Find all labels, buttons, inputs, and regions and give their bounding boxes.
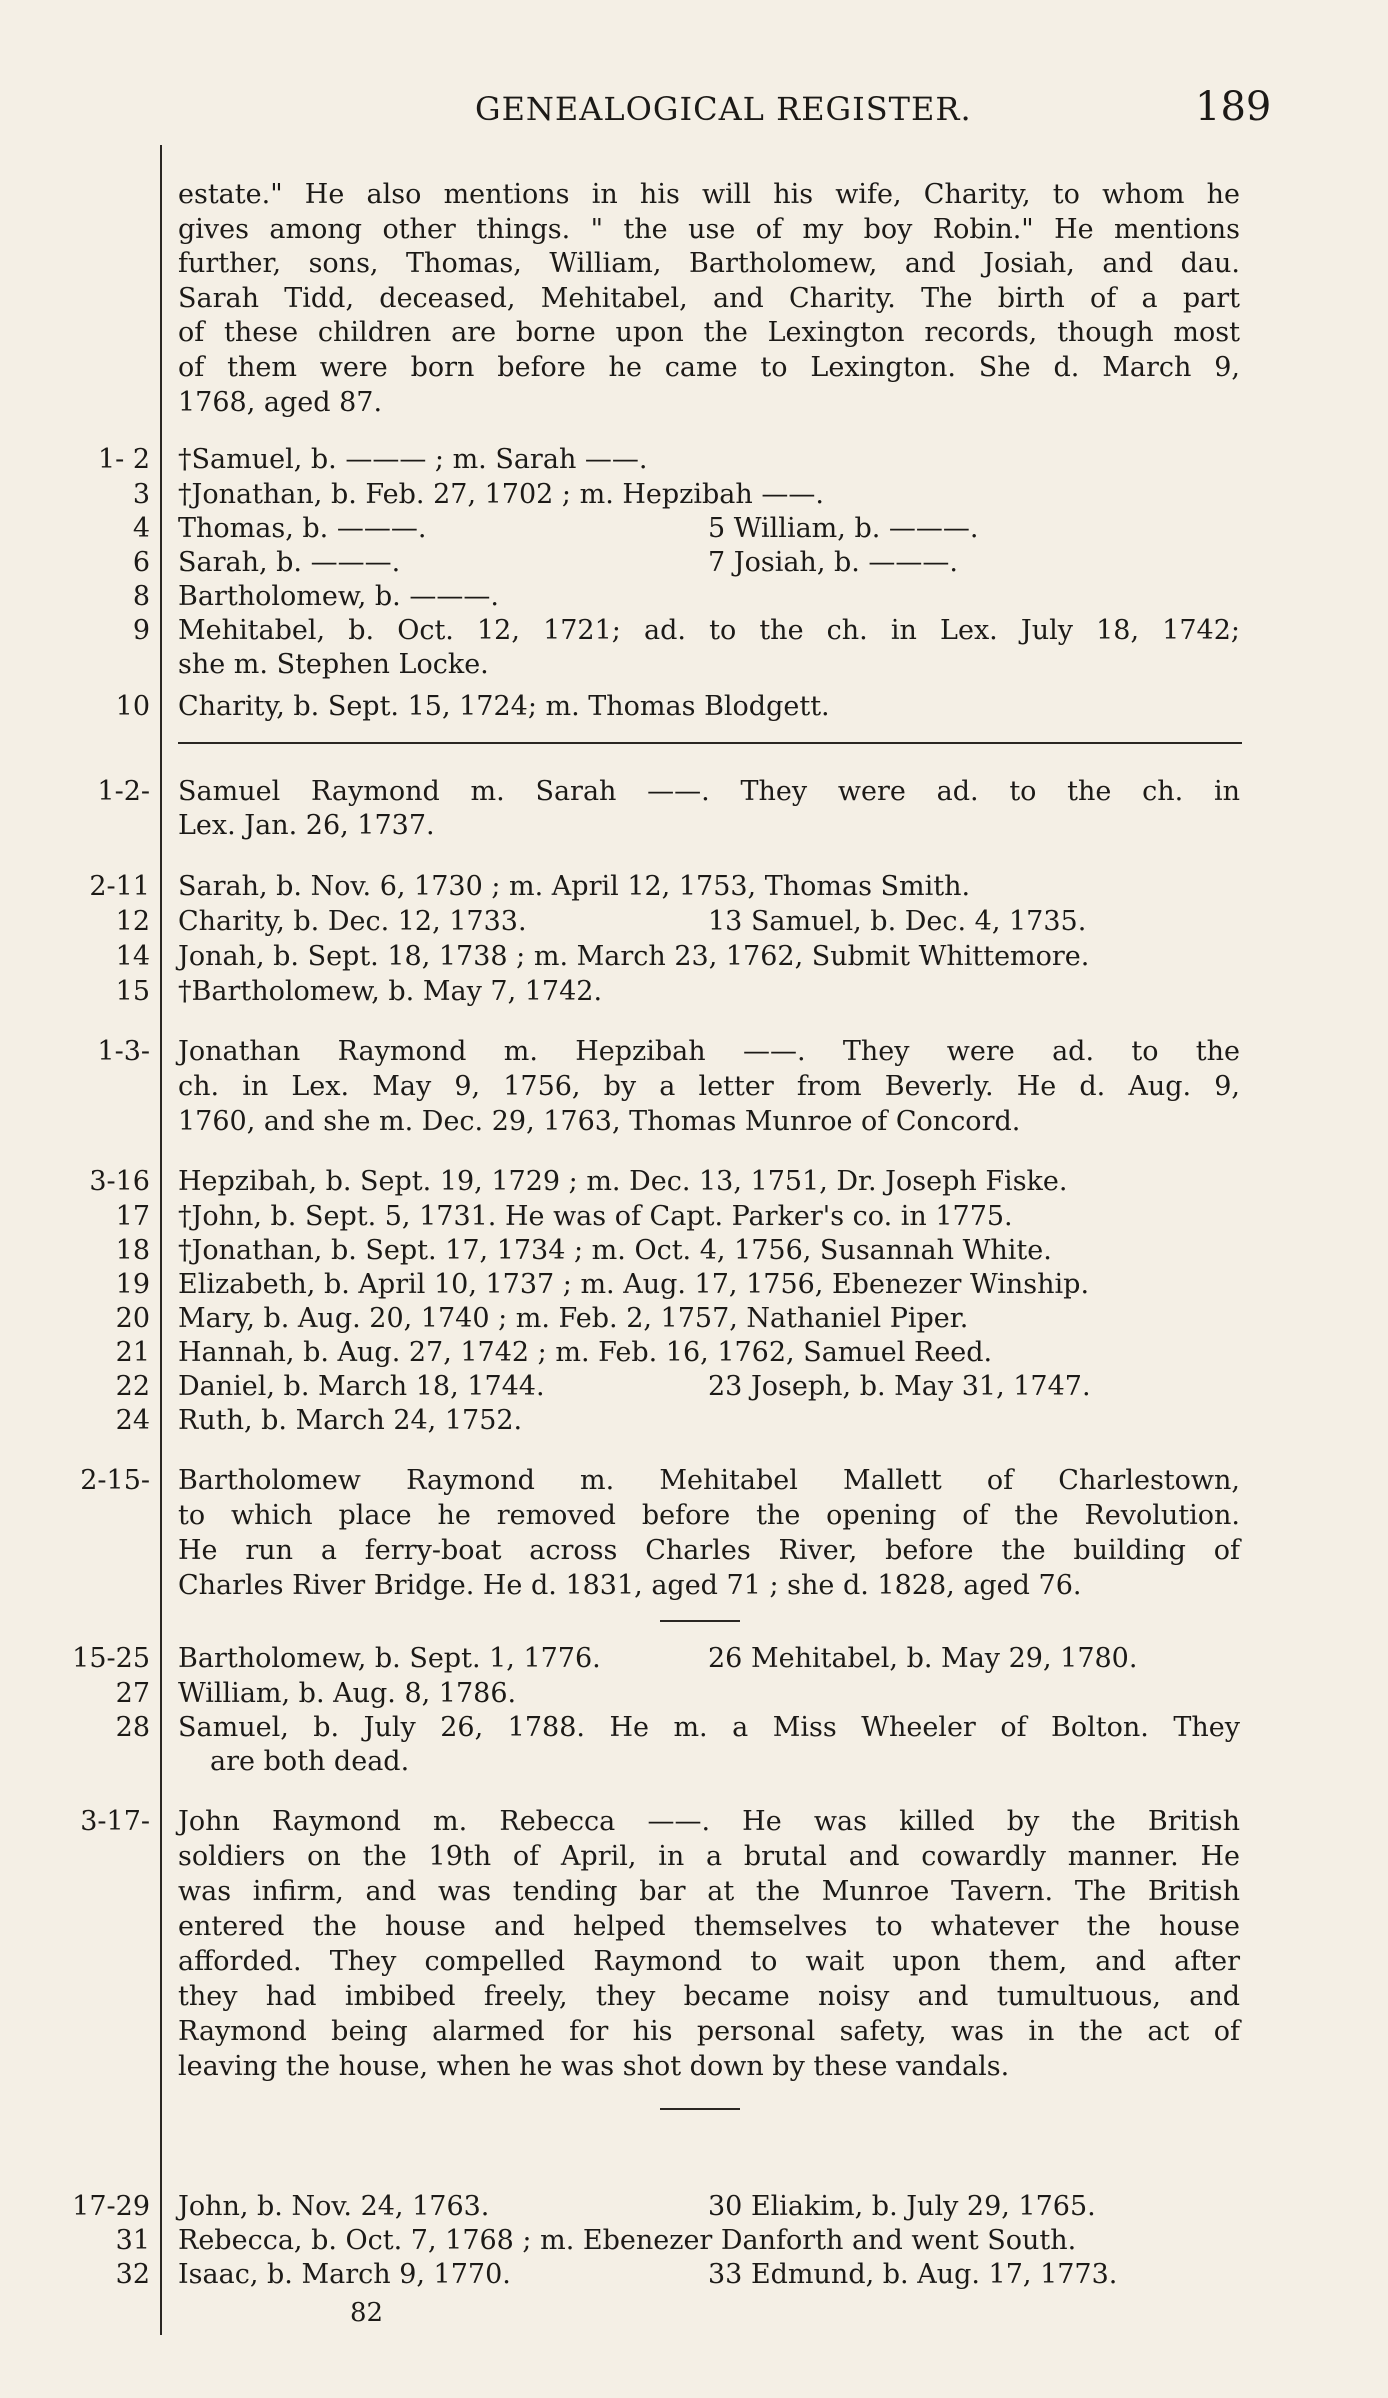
entry-line: Charity, b. Dec. 12, 1733. <box>178 906 527 937</box>
section-line: Charles River Bridge. He d. 1831, aged 71 ; she d. 1828, aged 76. <box>178 1570 1082 1601</box>
entry-number: 17 <box>115 1201 150 1232</box>
entry-divider <box>660 1620 740 1622</box>
entry-line-second: 33 Edmund, b. Aug. 17, 1773. <box>708 2259 1118 2290</box>
section-line: they had imbibed freely, they became noisy and tumultuous, and <box>178 1981 1240 2012</box>
entry-line: Elizabeth, b. April 10, 1737 ; m. Aug. 17, 1756, Ebenezer Winship. <box>178 1269 1090 1300</box>
entry-number: 10 <box>115 691 150 722</box>
entry-number: 21 <box>115 1337 150 1368</box>
section-line: Lex. Jan. 26, 1737. <box>178 810 435 841</box>
entry-line: Sarah, b. ———. <box>178 547 401 578</box>
section-line: afforded. They compelled Raymond to wait upon them, and after <box>178 1946 1240 1977</box>
entry-line: †Jonathan, b. Feb. 27, 1702 ; m. Hepzibah ——. <box>178 479 824 510</box>
entry-line: Daniel, b. March 18, 1744. <box>178 1371 545 1402</box>
intro-line: gives among other things. " the use of my boy Robin." He mentions <box>178 214 1240 245</box>
entry-line: Hannah, b. Aug. 27, 1742 ; m. Feb. 16, 1762, Samuel Reed. <box>178 1337 993 1368</box>
section-divider <box>178 742 1242 744</box>
entry-line: Hepzibah, b. Sept. 19, 1729 ; m. Dec. 13, 1751, Dr. Joseph Fiske. <box>178 1166 1068 1197</box>
section-number: 3-17- <box>80 1806 150 1837</box>
entry-number: 19 <box>115 1269 150 1300</box>
intro-line: Sarah Tidd, deceased, Mehitabel, and Charity. The birth of a part <box>178 283 1240 314</box>
page-number: 189 <box>1195 84 1272 130</box>
signature-mark: 82 <box>350 2298 384 2328</box>
entry-number: 3-16 <box>89 1166 150 1197</box>
entry-number: 14 <box>115 941 150 972</box>
entry-number: 20 <box>115 1303 150 1334</box>
section-line: He run a ferry-boat across Charles River, before the building of <box>178 1535 1240 1566</box>
section-line: Samuel Raymond m. Sarah ——. They were ad. to the ch. in <box>178 776 1240 807</box>
entry-line: †Bartholomew, b. May 7, 1742. <box>178 976 603 1007</box>
entry-line: are both dead. <box>210 1746 410 1777</box>
entry-number: 18 <box>115 1235 150 1266</box>
entry-number: 24 <box>115 1405 150 1436</box>
section-line: to which place he removed before the opening of the Revolution. <box>178 1500 1240 1531</box>
entry-line: she m. Stephen Locke. <box>178 649 489 680</box>
intro-line: of them were born before he came to Lexington. She d. March 9, <box>178 352 1240 383</box>
section-number: 1-3- <box>97 1036 150 1067</box>
section-line: John Raymond m. Rebecca ——. He was killed by the British <box>178 1806 1240 1837</box>
entry-line: Jonah, b. Sept. 18, 1738 ; m. March 23, 1762, Submit Whittemore. <box>178 941 1090 972</box>
entry-number: 3 <box>132 479 150 510</box>
entry-number: 6 <box>132 547 150 578</box>
entry-line: Samuel, b. July 26, 1788. He m. a Miss Wheeler of Bolton. They <box>178 1712 1240 1743</box>
intro-line: estate." He also mentions in his will his wife, Charity, to whom he <box>178 179 1240 210</box>
entry-line: Thomas, b. ———. <box>178 513 427 544</box>
entry-line: Charity, b. Sept. 15, 1724; m. Thomas Blodgett. <box>178 691 830 722</box>
entry-line: Bartholomew, b. ———. <box>178 581 499 612</box>
entry-line: †Jonathan, b. Sept. 17, 1734 ; m. Oct. 4, 1756, Susannah White. <box>178 1235 1052 1266</box>
entry-line: Bartholomew, b. Sept. 1, 1776. <box>178 1643 601 1674</box>
entry-line: Sarah, b. Nov. 6, 1730 ; m. April 12, 1753, Thomas Smith. <box>178 871 971 902</box>
entry-line-second: 23 Joseph, b. May 31, 1747. <box>708 1371 1091 1402</box>
entry-number: 31 <box>115 2225 150 2256</box>
section-number: 2-15- <box>80 1465 150 1496</box>
section-line: soldiers on the 19th of April, in a brutal and cowardly manner. He <box>178 1841 1240 1872</box>
entry-line-second: 7 Josiah, b. ———. <box>708 547 959 578</box>
section-line: was infirm, and was tending bar at the Munroe Tavern. The British <box>178 1876 1240 1907</box>
page-header <box>0 84 1388 140</box>
entry-number: 15-25 <box>72 1643 150 1674</box>
entry-number: 15 <box>115 976 150 1007</box>
entry-line: William, b. Aug. 8, 1786. <box>178 1678 517 1709</box>
intro-line: further, sons, Thomas, William, Bartholomew, and Josiah, and dau. <box>178 248 1240 279</box>
entry-number: 17-29 <box>72 2191 150 2222</box>
entry-line: Mehitabel, b. Oct. 12, 1721; ad. to the ch. in Lex. July 18, 1742; <box>178 615 1240 646</box>
entry-line-second: 30 Eliakim, b. July 29, 1765. <box>708 2191 1096 2222</box>
section-line: leaving the house, when he was shot down by these vandals. <box>178 2051 1010 2082</box>
entry-divider <box>660 2108 740 2110</box>
section-line: Jonathan Raymond m. Hepzibah ——. They were ad. to the <box>178 1036 1240 1067</box>
entry-number: 12 <box>115 906 150 937</box>
entry-number: 2-11 <box>89 871 150 902</box>
section-line: ch. in Lex. May 9, 1756, by a letter from Beverly. He d. Aug. 9, <box>178 1071 1240 1102</box>
entry-line-second: 5 William, b. ———. <box>708 513 979 544</box>
entry-number: 28 <box>115 1712 150 1743</box>
entry-line: Rebecca, b. Oct. 7, 1768 ; m. Ebenezer Danforth and went South. <box>178 2225 1077 2256</box>
entry-number: 27 <box>115 1678 150 1709</box>
entry-number: 4 <box>132 513 150 544</box>
intro-line: 1768, aged 87. <box>178 387 383 418</box>
entry-number: 9 <box>132 615 150 646</box>
section-line: Bartholomew Raymond m. Mehitabel Mallett of Charlestown, <box>178 1465 1240 1496</box>
entry-line: Isaac, b. March 9, 1770. <box>178 2259 511 2290</box>
section-line: Raymond being alarmed for his personal safety, was in the act of <box>178 2016 1240 2047</box>
running-title: GENEALOGICAL REGISTER. <box>475 90 972 128</box>
entry-number: 8 <box>132 581 150 612</box>
entry-line-second: 26 Mehitabel, b. May 29, 1780. <box>708 1643 1138 1674</box>
entry-line: †Samuel, b. ——— ; m. Sarah ——. <box>178 444 648 475</box>
section-line: 1760, and she m. Dec. 29, 1763, Thomas Munroe of Concord. <box>178 1106 1021 1137</box>
entry-line: †John, b. Sept. 5, 1731. He was of Capt. Parker's co. in 1775. <box>178 1201 1013 1232</box>
entry-number: 22 <box>115 1371 150 1402</box>
entry-number: 1- 2 <box>97 444 150 475</box>
entry-number: 32 <box>115 2259 150 2290</box>
entry-line: Ruth, b. March 24, 1752. <box>178 1405 523 1436</box>
entry-line: John, b. Nov. 24, 1763. <box>178 2191 490 2222</box>
intro-line: of these children are borne upon the Lexington records, though most <box>178 317 1240 348</box>
section-number: 1-2- <box>97 776 150 807</box>
section-line: entered the house and helped themselves to whatever the house <box>178 1911 1240 1942</box>
margin-rule <box>160 145 162 2335</box>
entry-line-second: 13 Samuel, b. Dec. 4, 1735. <box>708 906 1087 937</box>
entry-line: Mary, b. Aug. 20, 1740 ; m. Feb. 2, 1757, Nathaniel Piper. <box>178 1303 969 1334</box>
